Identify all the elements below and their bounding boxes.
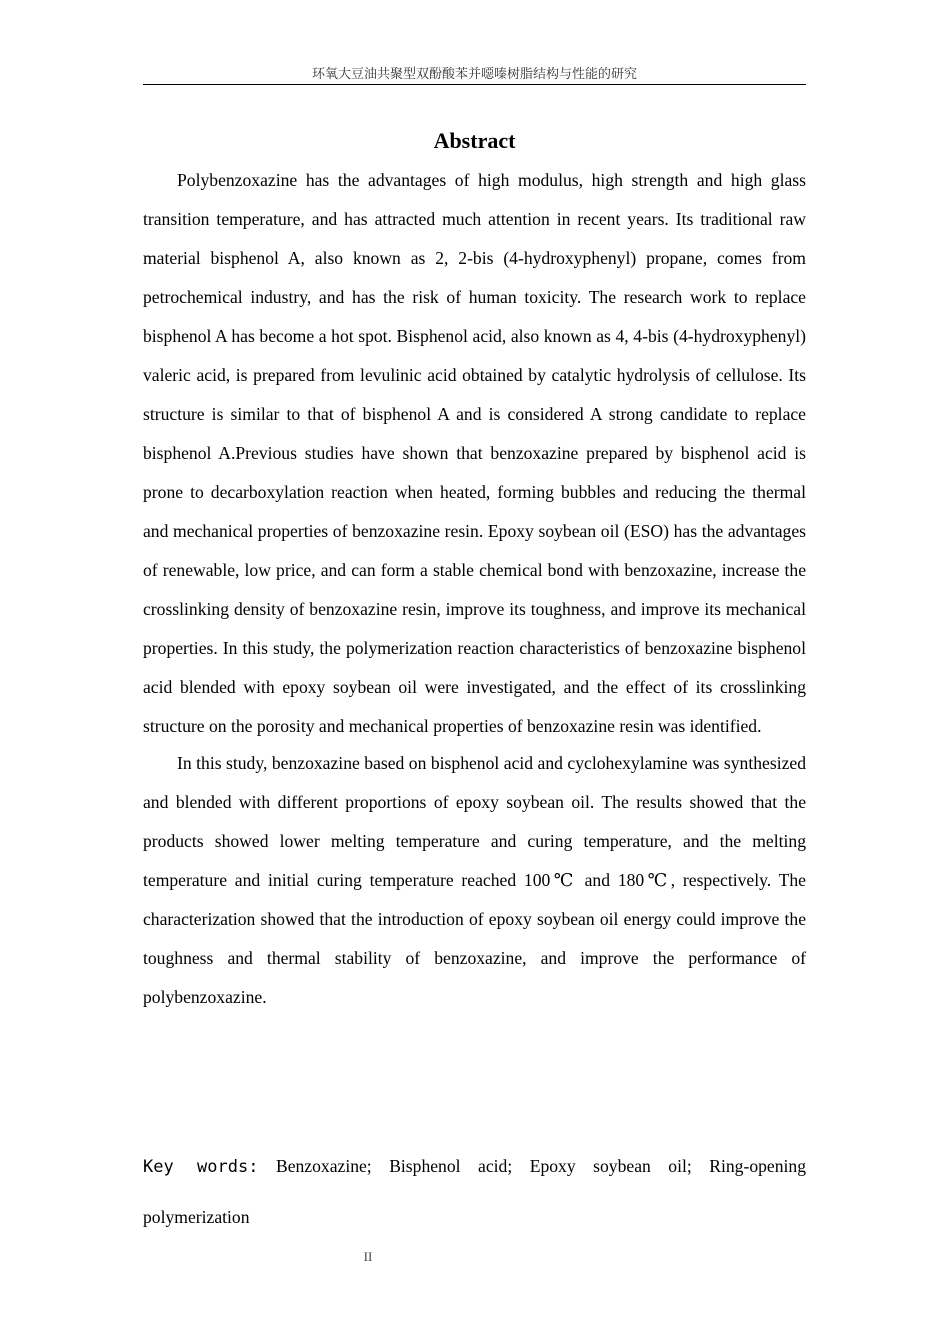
keywords-label: Key words: (143, 1157, 259, 1177)
keywords-section (143, 1141, 806, 1242)
header-rule (143, 84, 806, 85)
abstract-paragraph-1: Polybenzoxazine has the advantages of high modulus, high strength and high glass transition temperature, and has attracted much attention in recent years. Its traditional raw material bisphenol A, also known as 2, 2-bis (4-hydroxyphenyl) propane, comes from petrochemical industry, and has the risk of human toxicity. The research work to replace bisphenol A has become a hot spot. Bisphenol acid, also known as 4, 4-bis (4-hydroxyphenyl) valeric acid, is prepared from levulinic acid obtained by catalytic hydrolysis of cellulose. Its structure is similar to that of bisphenol A and is considered A strong candidate to replace bisphenol A.Previous studies have shown that benzoxazine prepared by bisphenol acid is prone to decarboxylation reaction when heated, forming bubbles and reducing the thermal and mechanical properties of benzoxazine resin. Epoxy soybean oil (ESO) has the advantages of renewable, low price, and can form a stable chemical bond with benzoxazine, increase the crosslinking density of benzoxazine resin, improve its toughness, and improve its mechanical properties. In this study, the polymerization reaction characteristics of benzoxazine bisphenol acid blended with epoxy soybean oil were investigated, and the effect of its crosslinking structure on the porosity and mechanical properties of benzoxazine resin was identified. (143, 170, 806, 736)
abstract-paragraph-2: In this study, benzoxazine based on bisphenol acid and cyclohexylamine was synthesized and blended with different proportions of epoxy soybean oil. The results showed that the products showed lower melting temperature and curing temperature, and the melting temperature and initial curing temperature reached 100℃ and 180℃, respectively. The characterization showed that the introduction of epoxy soybean oil energy could improve the toughness and thermal stability of benzoxazine, and improve the performance of polybenzoxazine. (143, 753, 806, 1007)
abstract-body (143, 161, 806, 1017)
abstract-title: Abstract (433, 128, 516, 153)
running-header-title: 环氧大豆油共聚型双酚酸苯并噁嗪树脂结构与性能的研究 (311, 67, 637, 82)
keywords-text: Benzoxazine; Bisphenol acid; Epoxy soybean oil; Ring-opening polymerization (143, 1156, 806, 1227)
page-number: II (363, 1249, 373, 1264)
